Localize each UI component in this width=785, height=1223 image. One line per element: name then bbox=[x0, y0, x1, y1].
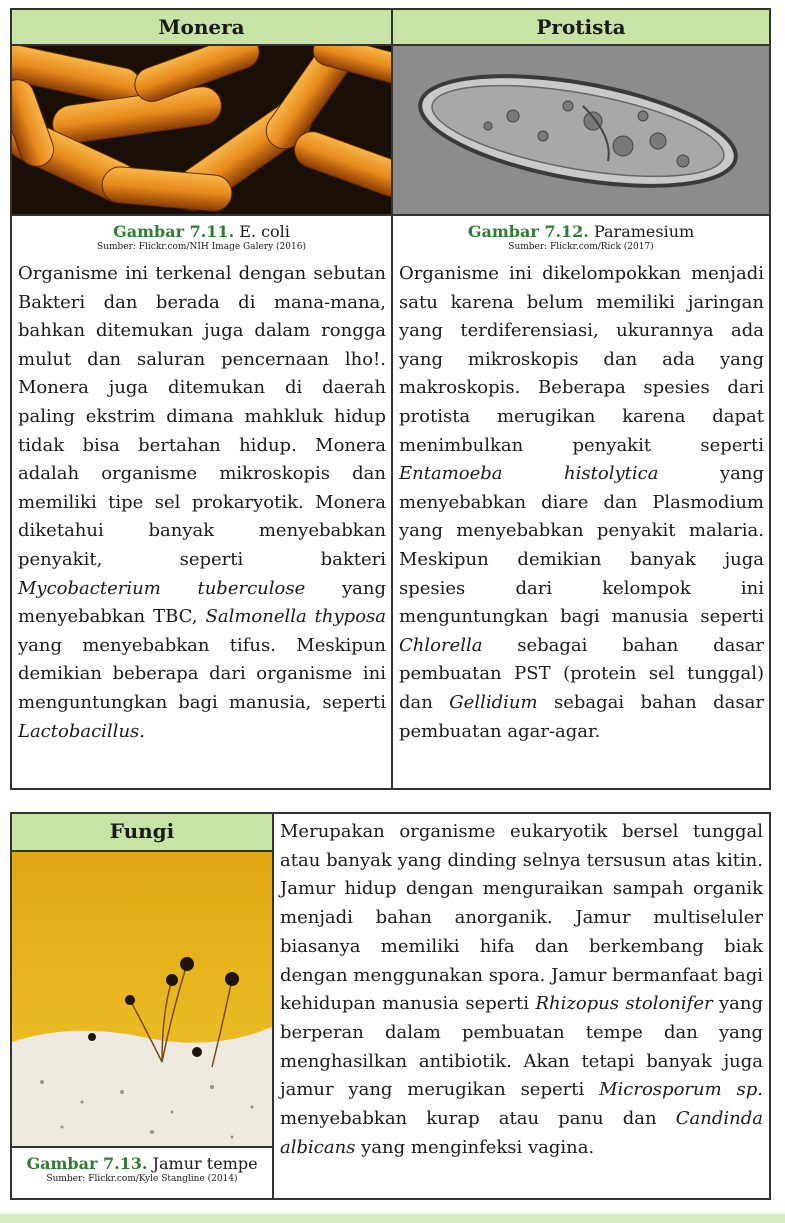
fungi-header: Fungi bbox=[12, 814, 272, 852]
figure-number: Gambar 7.13. bbox=[26, 1154, 148, 1173]
tempe-caption bbox=[12, 1150, 272, 1184]
ecoli-image bbox=[12, 46, 391, 216]
figure-source: Sumber: Flickr.com/NIH Image Galery (2016) bbox=[97, 242, 306, 252]
monera-protista-table bbox=[10, 8, 771, 790]
footer-decoration bbox=[0, 1214, 785, 1223]
figure-title: Paramesium bbox=[593, 222, 695, 241]
ecoli-illustration bbox=[12, 46, 391, 216]
protista-column bbox=[391, 10, 769, 788]
tempe-mold-illustration bbox=[12, 852, 272, 1148]
paramecium-caption bbox=[393, 216, 769, 260]
figure-source: Sumber: Flickr.com/Rick (2017) bbox=[508, 242, 654, 252]
monera-description: Organisme ini terkenal dengan sebutan Bakteri dan berada di mana-mana, bahkan ditemukan juga dalam rongga mulut dan saluran pencernaan lho!. Monera juga ditemukan di daerah paling ekstrim dimana mahkluk hidup tidak bisa bertahan hidup. Monera adalah organisme mikroskopis dan memiliki tipe sel prokaryotik. Monera diketahui banyak menyebabkan penyakit, seperti bakteri Mycobacterium tuberculose yang menyebabkan TBC, Salmonella thyposa yang menyebabkan tifus. Meskipun demikian beberapa dari organisme ini menguntungkan bagi manusia, seperti Lactobacillus. bbox=[18, 263, 386, 742]
fungi-table bbox=[10, 812, 771, 1200]
figure-title: E. coli bbox=[239, 222, 290, 241]
figure-number: Gambar 7.12. bbox=[467, 222, 589, 241]
figure-title: Jamur tempe bbox=[152, 1154, 258, 1173]
ecoli-caption bbox=[12, 216, 391, 260]
fungi-column bbox=[12, 814, 274, 1198]
protista-header: Protista bbox=[393, 10, 769, 46]
fungi-description: Merupakan organisme eukaryotik bersel tunggal atau banyak yang dinding selnya tersusun atas kitin. Jamur hidup dengan menguraikan sampah organik menjadi bahan anorganik. Jamur multiseluler biasanya memiliki hifa dan berkembang biak dengan menggunakan spora. Jamur bermanfaat bagi kehidupan manusia seperti Rhizopus stolonifer yang berperan dalam pembuatan tempe dan yang menghasilkan antibiotik. Akan tetapi banyak juga jamur yang merugikan seperti Microsporum sp. menyebabkan kurap atau panu dan Candinda albicans yang menginfeksi vagina. bbox=[280, 821, 764, 1158]
monera-column bbox=[12, 10, 391, 788]
monera-header: Monera bbox=[12, 10, 391, 46]
paramecium-image bbox=[393, 46, 769, 216]
paramecium-illustration bbox=[393, 46, 769, 216]
figure-number: Gambar 7.11. bbox=[113, 222, 235, 241]
protista-description: Organisme ini dikelompokkan menjadi satu karena belum memiliki jaringan yang terdiferensiasi, ukurannya ada yang mikroskopis dan ada yang makroskopis. Beberapa spesies dari protista merugikan karena dapat menimbulkan penyakit seperti Entamoeba histolytica yang menyebabkan diare dan Plasmodium yang menyebabkan penyakit malaria. Meskipun demikian banyak juga spesies dari kelompok ini menguntungkan bagi manusia seperti Chlorella sebagai bahan dasar pembuatan PST (protein sel tunggal) dan Gellidium sebagai bahan dasar pembuatan agar-agar. bbox=[399, 263, 764, 742]
tempe-mold-image bbox=[12, 852, 272, 1148]
figure-source: Sumber: Flickr.com/Kyle Stangline (2014) bbox=[46, 1174, 238, 1184]
